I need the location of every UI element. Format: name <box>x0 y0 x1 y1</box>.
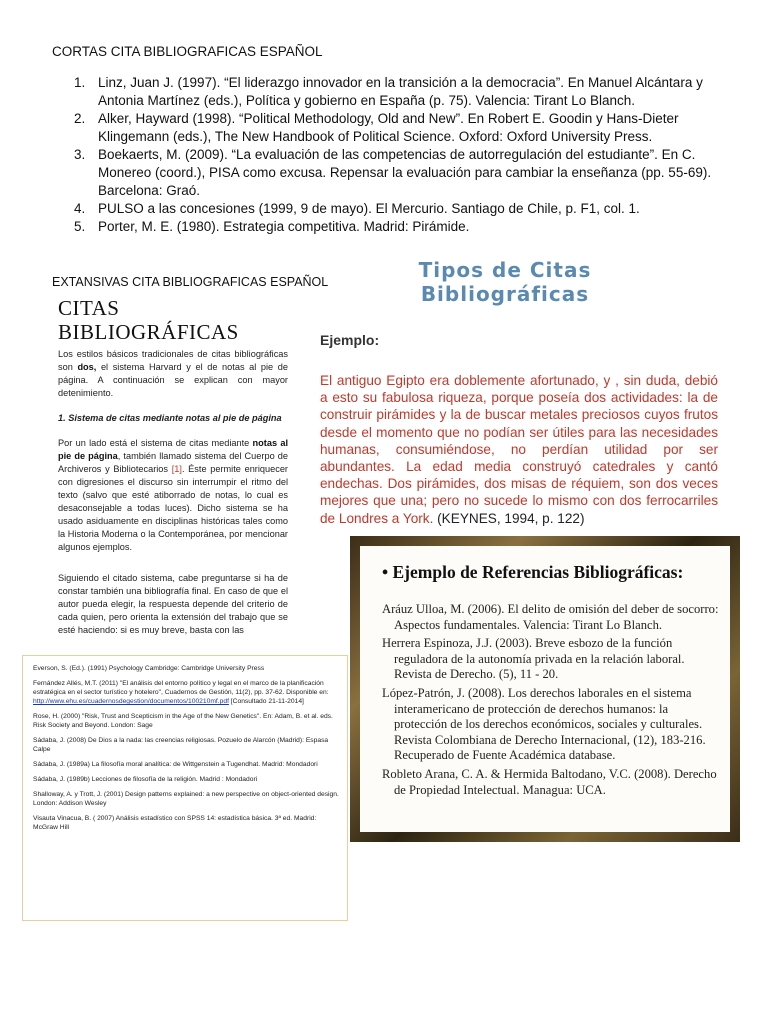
list-item: Sádaba, J. (1989b) Lecciones de filosofía de la religión. Madrid : Mondadori <box>33 776 258 783</box>
citas-panel <box>52 290 292 645</box>
item-number: 1. <box>74 75 86 90</box>
short-citations-list <box>74 74 714 236</box>
list-item: Rose, H. (2000) "Risk, Trust and Scepticism in the Age of the New Genetics". En: Adam, B. et al. eds. Risk Society and Beyond. London: Sage <box>33 713 333 729</box>
quote-citation: (KEYNES, 1994, p. 122) <box>437 510 585 526</box>
item-number: 5. <box>74 219 86 234</box>
text-run: el sistema Harvard y el de notas al pie de página. A continuación se explican con mayor detenimiento. <box>58 362 289 398</box>
bibliografia-box <box>22 655 348 921</box>
referencias-list <box>382 602 722 801</box>
list-item: López-Patrón, J. (2008). Los derechos laborales en el sistema interamericano de protección de derechos humanos: la protección de los derechos económicos, sociales y culturales. Revista Colombiana de Derecho Internacional, (12), 183-216. Recuperado de Fuente Académica database. <box>382 685 706 763</box>
text-run: Por un lado está el sistema de citas mediante <box>58 438 253 448</box>
footnote-link[interactable]: [1] <box>171 464 182 474</box>
list-item: Sádaba, J. (1989a) La filosofía moral analítica: de Wittgenstein a Tugendhat. Madrid: Mondadori <box>33 761 318 768</box>
citas-heading-line2: BIBLIOGRÁFICAS <box>58 320 239 344</box>
item-text: Porter, M. E. (1980). Estrategia competitiva. Madrid: Pirámide. <box>98 219 470 234</box>
ejemplo-quote <box>320 372 718 527</box>
list-item: Herrera Espinoza, J.J. (2003). Breve esbozo de la función reguladora de la autonomía privada en la relación laboral. Revista de Derecho. (5), 11 - 20. <box>382 636 685 682</box>
pdf-link[interactable]: http://www.ehu.es/cuadernosdegestion/documentos/100210mf.pdf <box>33 698 229 705</box>
tipos-title-line2: Bibliográficas <box>420 282 590 306</box>
citas-paragraph-1 <box>58 348 288 400</box>
list-item <box>74 110 714 146</box>
citas-heading <box>58 296 239 344</box>
consulted-date: [Consultado 21-11-2014] <box>228 698 304 705</box>
list-item: Robleto Arana, C. A. & Hermida Baltodano, V.C. (2008). Derecho de Propiedad Intelectual. Managua: UCA. <box>382 766 717 797</box>
item-text: Linz, Juan J. (1997). “El liderazgo innovador en la transición a la democracia”. En Manuel Alcántara y Antonia Martínez (eds.), Política y gobierno en España (p. 75). Valencia: Tirant Lo Blanch. <box>98 75 703 108</box>
list-item <box>33 679 339 706</box>
list-item <box>74 74 714 110</box>
citas-heading-line1: CITAS <box>58 296 120 320</box>
referencias-heading: • Ejemplo de Referencias Bibliográficas: <box>382 562 684 582</box>
list-item <box>74 200 714 218</box>
item-number: 4. <box>74 201 86 216</box>
item-number: 3. <box>74 147 86 162</box>
citas-subheading: 1. Sistema de citas mediante notas al pie de página <box>58 413 282 423</box>
ejemplo-label: Ejemplo: <box>320 332 380 348</box>
text-bold: dos, <box>77 362 97 372</box>
text-run: Los estilos básicos tradicionales de citas bibliográficas son <box>58 349 288 372</box>
item-text: Alker, Hayward (1998). “Political Methodology, Old and New”. En Robert E. Goodin y Hans-Dieter Klingemann (eds.), The New Handbook of Political Science. Oxford: Oxford University Press. <box>98 111 679 144</box>
list-item: Everson, S. (Ed.). (1991) Psychology Cambridge: Cambridge University Press <box>33 665 265 672</box>
item-text: PULSO a las concesiones (1999, 9 de mayo). El Mercurio. Santiago de Chile, p. F1, col. 1. <box>98 201 640 216</box>
text-run: . Éste permite enriquecer con digresiones el discurso sin interrumpir el ritmo del texto (salvo que esté atiborrado de notas, lo cual es desaconsejable a todas luces). Dicho sistema se ha usado asiduamente en disciplinas históricas tales como la Historia Moderna o la Contemporánea, por mencionar algunos ejemplos. <box>58 464 288 552</box>
item-text: Fernández Allés, M.T. (2011) "El análisis del entorno político y legal en el marco de la planificación estratégica en el sector turístico y hotelero", Cuadernos de Gestión, 11(2), pp. 37-62. Disponible en: <box>33 680 329 696</box>
item-number: 2. <box>74 111 86 126</box>
short-citations-title: CORTAS CITA BIBLIOGRAFICAS ESPAÑOL <box>52 44 323 59</box>
bibliografia-list <box>33 664 339 838</box>
list-item: Shalloway, A. y Trott, J. (2001) Design patterns explained: a new perspective on object-oriented design. London: Addison Wesley <box>33 791 339 807</box>
list-item: Visauta Vinacua, B. ( 2007) Análisis estadístico con SPSS 14: estadística básica. 3ª ed. Madrid: McGraw Hill <box>33 815 317 831</box>
item-text: Boekaerts, M. (2009). “La evaluación de las competencias de autorregulación del estudiante”. En C. Monereo (coord.), PISA como excusa. Repensar la evaluación para cambiar la enseñanza (pp. 55-69). Barcelona: Graó. <box>98 147 712 198</box>
referencias-card <box>360 546 730 832</box>
list-item <box>74 146 714 200</box>
list-item <box>74 218 714 236</box>
tipos-title <box>405 258 605 306</box>
citas-paragraph-2 <box>58 437 288 554</box>
list-item: Sádaba, J. (2008) De Dios a la nada: las creencias religiosas. Pozuelo de Alarcón (Madrid): Espasa Calpe <box>33 737 329 753</box>
list-item: Aráuz Ulloa, M. (2006). El delito de omisión del deber de socorro: Aspectos fundamentales. Valencia: Tirant Lo Blanch. <box>382 602 719 632</box>
text-run: , también llamado sistema del Cuerpo de Archiveros y Bibliotecarios <box>58 451 288 474</box>
extensive-citations-title: EXTANSIVAS CITA BIBLIOGRAFICAS ESPAÑOL <box>52 275 329 289</box>
citas-paragraph-3: Siguiendo el citado sistema, cabe preguntarse si ha de constar también una bibliografía final. En caso de que el autor pueda elegir, la respuesta depende del criterio de cada quien, pero orienta la extensión del trabajo que se esté haciendo: si es muy breve, basta con las <box>58 573 288 635</box>
quote-text: El antiguo Egipto era doblemente afortunado, y , sin duda, debió a esto su fabulosa riqueza, porque poseía dos actividades: la de construir pirámides y la de buscar metales preciosos cuyos frutos desde el momento que no podían ser útiles para las necesidades humanas, consumiéndose, no perdían utilidad por ser abundantes. La edad media construyó catedrales y cantó endechas. Dos pirámides, dos misas de réquiem, son dos veces mejores que una; pero no sucede lo mismo con dos ferrocarriles de Londres a York. <box>320 373 718 526</box>
text-bold: notas al pie de página <box>58 438 288 461</box>
referencias-frame <box>350 536 740 842</box>
tipos-title-line1: Tipos de Citas <box>418 258 592 282</box>
